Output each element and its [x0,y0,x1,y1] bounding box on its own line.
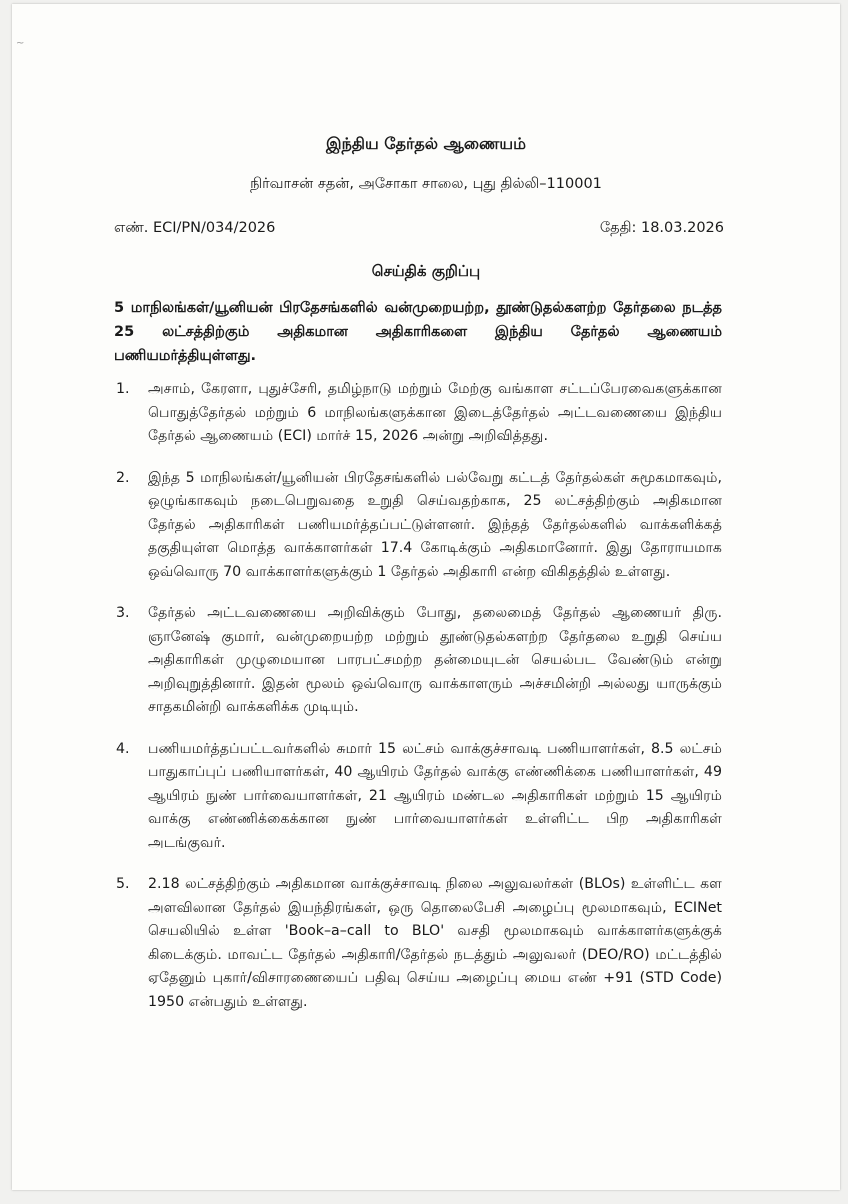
item-text: 2.18 லட்சத்திற்கும் அதிகமான வாக்குச்சாவடி நிலை அலுவலர்கள் (BLOs) உள்ளிட்ட கள அளவிலான தேர்தல் இயந்திரங்கள், ஒரு தொலைபேசி அழைப்பு மூலமாகவும், ECINet செயலியில் உள்ள 'Book–a–call to BLO' வசதி மூலமாகவும் வாக்காளர்களுக்குக் கிடைக்கும். மாவட்ட தேர்தல் அதிகாரி/தேர்தல் நடத்தும் அலுவலர் (DEO/RO) மட்டத்தில் ஏதேனும் புகார்/விசாரணையைப் பதிவு செய்ய அழைப்பு மைய எண் +91 (STD Code) 1950 என்பதும் உள்ளது. [148,876,722,1010]
item-text: பணியமர்த்தப்பட்டவர்களில் சுமார் 15 லட்சம் வாக்குச்சாவடி பணியாளர்கள், 8.5 லட்சம் பாதுகாப்புப் பணியாளர்கள், 40 ஆயிரம் தேர்தல் வாக்கு எண்ணிக்கை பணியாளர்கள், 49 ஆயிரம் நுண் பார்வையாளர்கள், 21 ஆயிரம் மண்டல அதிகாரிகள் மற்றும் 15 ஆயிரம் வாக்கு எண்ணிக்கைக்கான நுண் பார்வையாளர்கள் உள்ளிட்ட பிற அதிகாரிகள் அடங்குவர். [148,740,722,851]
reference-line [114,220,724,238]
numbered-list [116,378,722,1032]
item-number: 3. [116,605,130,621]
item-number: 4. [116,740,130,757]
page-title: இந்திய தேர்தல் ஆணையம் [326,134,526,153]
item-number: 2. [116,469,130,486]
address-line: நிர்வாசன் சதன், அசோகா சாலை, புது தில்லி–110001 [250,176,602,192]
document-date: தேதி: 18.03.2026 [599,220,724,236]
item-number: 1. [116,381,130,397]
list-item [116,873,722,1014]
item-text: தேர்தல் அட்டவணையை அறிவிக்கும் போது, தலைமைத் தேர்தல் ஆணையர் திரு. ஞானேஷ் குமார், வன்முறையற்ற மற்றும் தூண்டுதல்களற்ற தேர்தலை உறுதி செய்ய அதிகாரிகள் முழுமையான பாரபட்சமற்ற தன்மையுடன் செயல்பட வேண்டும் என்று அறிவுறுத்தினார். இதன் மூலம் ஒவ்வொரு வாக்காளரும் அச்சமின்றி அல்லது யாருக்கும் சாதகமின்றி வாக்களிக்க முடியும். [148,605,722,715]
list-item [116,602,722,720]
reference-number: எண். ECI/PN/034/2026 [114,220,276,236]
list-item [116,378,722,449]
press-release-heading: செய்திக் குறிப்பு [371,262,481,280]
list-item [116,738,722,856]
list-item [116,467,722,585]
subject-paragraph: 5 மாநிலங்கள்/யூனியன் பிரதேசங்களில் வன்முறையற்ற, தூண்டுதல்களற்ற தேர்தலை நடத்த 25 லட்சத்திற்கும் அதிகமான அதிகாரிகளை இந்திய தேர்தல் ஆணையம் பணியமர்த்தியுள்ளது. [114,300,722,364]
item-text: அசாம், கேரளா, புதுச்சேரி, தமிழ்நாடு மற்றும் மேற்கு வங்காள சட்டப்பேரவைகளுக்கான பொதுத்தேர்தல் மற்றும் 6 மாநிலங்களுக்கான இடைத்தேர்தல் அட்டவணையை இந்திய தேர்தல் ஆணையம் (ECI) மார்ச் 15, 2026 அன்று அறிவித்தது. [148,381,722,444]
item-text: இந்த 5 மாநிலங்கள்/யூனியன் பிரதேசங்களில் பல்வேறு கட்டத் தேர்தல்கள் சுமூகமாகவும், ஒழுங்காகவும் நடைபெறுவதை உறுதி செய்வதற்காக, 25 லட்சத்திற்கும் அதிகமான தேர்தல் அதிகாரிகள் பணியமர்த்தப்பட்டுள்ளனர். இந்தத் தேர்தல்களில் வாக்களிக்கத் தகுதியுள்ள மொத்த வாக்காளர்கள் 17.4 கோடிக்கும் அதிகமானோர். இது தோராயமாக ஒவ்வொரு 70 வாக்காளர்களுக்கும் 1 தேர்தல் அதிகாரி என்ற விகிதத்தில் உள்ளது. [148,469,722,580]
item-number: 5. [116,876,130,892]
scan-mark: ~ [16,38,25,49]
document-page [12,4,840,1190]
